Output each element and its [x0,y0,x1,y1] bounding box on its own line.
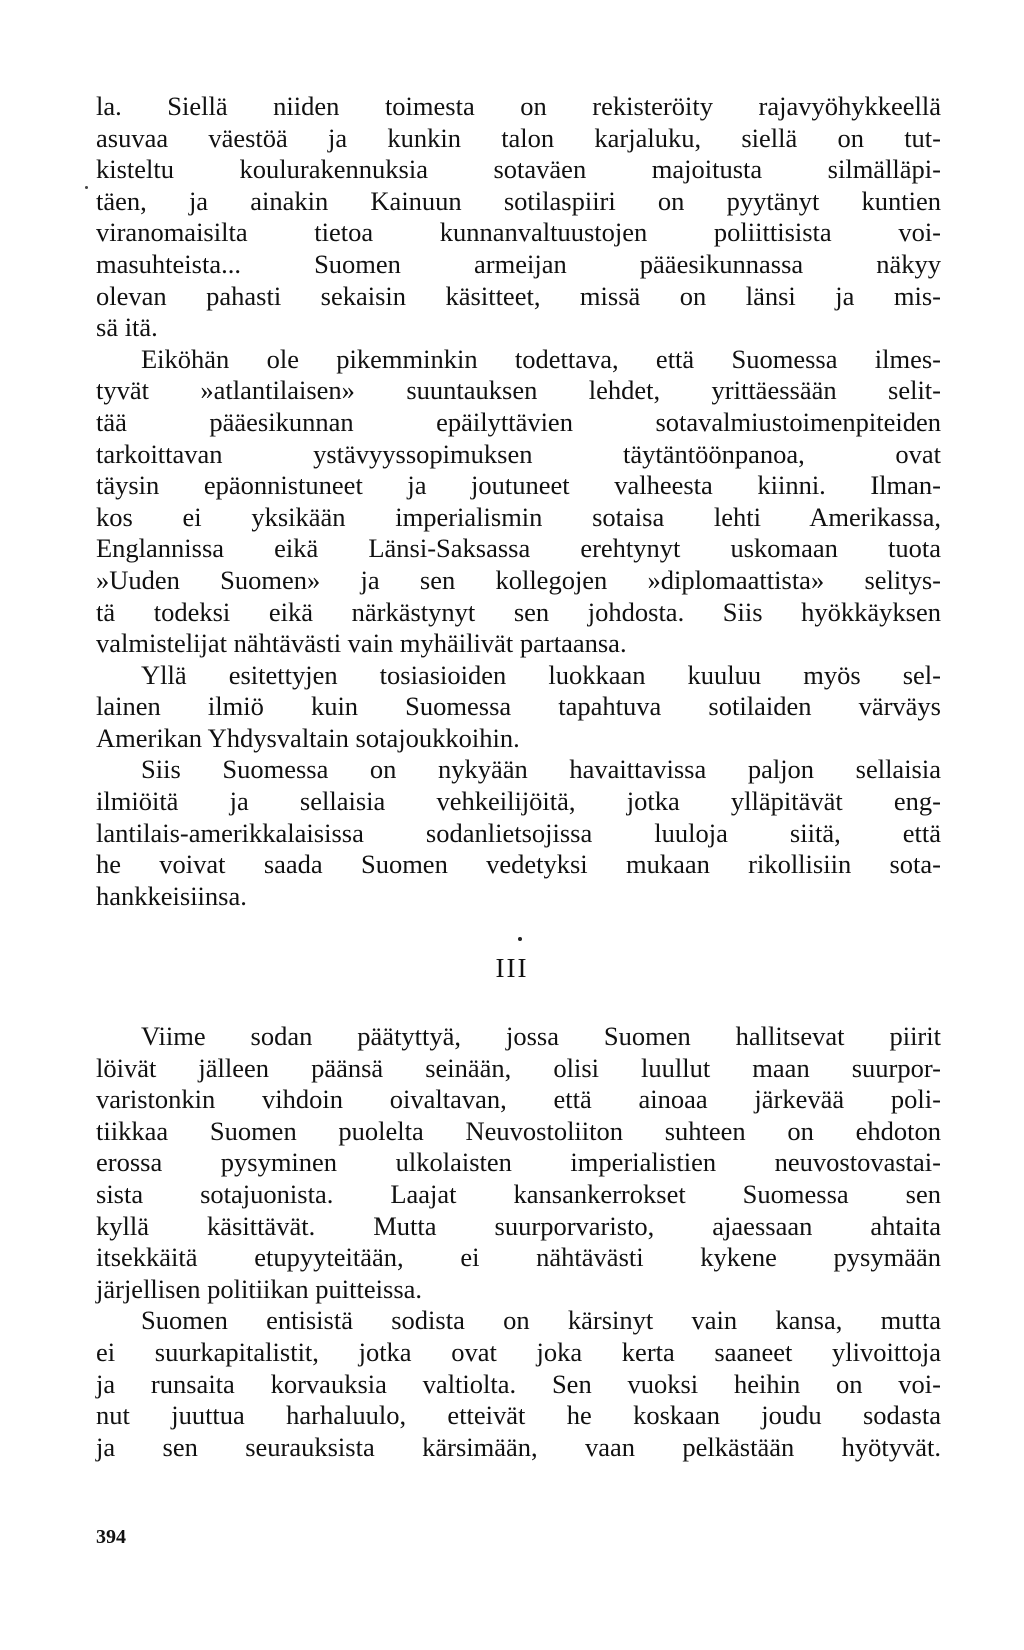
upper-text [96,91,941,912]
text-line: Englannissa eikä Länsi-Saksassa erehtynyt uskomaan tuota [96,533,941,564]
text-line: asuvaa väestöä ja kunkin talon karjaluku, siellä on tut- [96,122,941,153]
paragraph-3 [96,660,941,755]
text-line: Amerikan Yhdysvaltain sotajoukkoihin. [96,722,520,753]
text-line: lantilais-amerikkalaisissa sodanlietsojissa luuloja siitä, että [96,817,941,848]
text-line: varistonkin vihdoin oivaltavan, että ainoaa järkevää poli- [96,1084,941,1115]
text-line: itsekkäitä etupyyteitään, ei nähtävästi kykene pysymään [96,1242,941,1273]
text-line: valmistelijat nähtävästi vain myhäilivät partaansa. [96,628,627,659]
text-line: masuhteista... Suomen armeijan pääesikunnassa näkyy [96,248,941,279]
paragraph-5 [96,1021,941,1305]
text-line: sista sotajuonista. Laajat kansankerrokset Suomessa sen [96,1178,941,1209]
text-line: ei suurkapitalistit, jotka ovat joka kerta saaneet ylivoittoja [96,1336,941,1367]
text-line: viranomaisilta tietoa kunnanvaltuustojen poliittisista voi- [96,217,941,248]
text-line: nut juuttua harhaluulo, etteivät he koskaan joudu sodasta [96,1400,941,1431]
text-line: ja runsaita korvauksia valtiolta. Sen vuoksi heihin on voi- [96,1368,941,1399]
text-line: ja sen seurauksista kärsimään, vaan pelkästään hyötyvät. [96,1431,941,1462]
text-line: löivät jälleen päänsä seinään, olisi luullut maan suurpor- [96,1052,941,1083]
lower-text [96,1021,941,1463]
text-line: täen, ja ainakin Kainuun sotilaspiiri on pyytänyt kuntien [96,185,941,216]
text-line: erossa pysyminen ulkolaisten imperialistien neuvostovastai- [96,1147,941,1178]
text-line: tyvät »atlantilaisen» suuntauksen lehdet, yrittäessään selit- [96,375,941,406]
text-line: tää pääesikunnan epäilyttävien sotavalmiustoimenpiteiden [96,406,941,437]
text-line: lainen ilmiö kuin Suomessa tapahtuva sotilaiden värväys [96,691,941,722]
text-line: järjellisen politiikan puitteissa. [96,1273,423,1304]
text-line: Eiköhän ole pikemminkin todettava, että Suomessa ilmes- [141,343,941,374]
text-line: tiikkaa Suomen puolelta Neuvostoliiton suhteen on ehdoton [96,1115,941,1146]
text-line: he voivat saada Suomen vedetyksi mukaan rikollisiin sota- [96,849,941,880]
paragraph-2 [96,344,941,660]
text-line: Yllä esitettyjen tosiasioiden luokkaan kuuluu myös sel- [141,659,941,690]
text-line: »Uuden Suomen» ja sen kollegojen »diplomaattista» selitys- [96,564,941,595]
page-number: 394 [96,1526,126,1548]
text-line: tarkoittavan ystävyyssopimuksen täytäntöönpanoa, ovat [96,438,941,469]
text-line: olevan pahasti sekaisin käsitteet, missä on länsi ja mis- [96,280,941,311]
section-heading: III [495,953,529,983]
text-line: tä todeksi eikä närkästynyt sen johdosta. Siis hyökkäyksen [96,596,941,627]
text-line: hankkeisiinsa. [96,880,247,911]
text-line: Suomen entisistä sodista on kärsinyt vain kansa, mutta [141,1305,941,1336]
text-line: kyllä käsittävät. Mutta suurporvaristo, ajaessaan ahtaita [96,1210,941,1241]
text-line: Viime sodan päätyttyä, jossa Suomen hallitsevat piirit [141,1021,941,1051]
paragraph-4 [96,754,941,912]
text-line: sä itä. [96,312,158,343]
text-line: la. Siellä niiden toimesta on rekisteröity rajavyöhykkeellä [96,91,941,121]
text-line: ilmiöitä ja sellaisia vehkeilijöitä, jotka ylläpitävät eng- [96,786,941,817]
text-line: kos ei yksikään imperialismin sotaisa lehti Amerikassa, [96,501,941,532]
stray-mark [85,186,88,189]
text-line: kisteltu koulurakennuksia sotaväen majoitusta silmälläpi- [96,154,941,185]
ornament-dot [518,937,522,941]
text-line: täysin epäonnistuneet ja joutuneet valheesta kiinni. Ilman- [96,470,941,501]
paragraph-6 [96,1305,941,1463]
text-line: Siis Suomessa on nykyään havaittavissa paljon sellaisia [141,754,941,785]
paragraph-1 [96,91,941,344]
